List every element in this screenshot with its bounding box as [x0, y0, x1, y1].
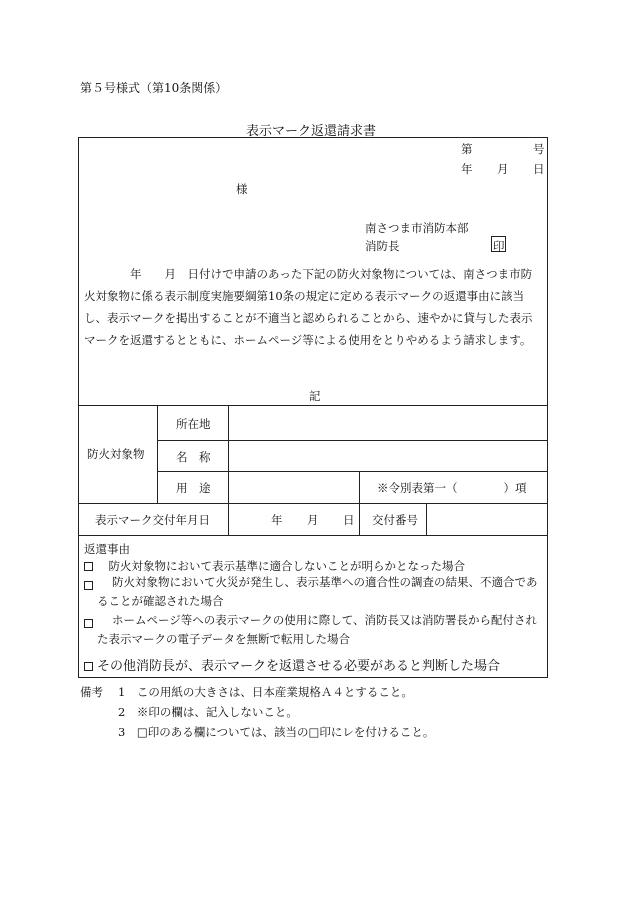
issue-number-label: 交付番号	[372, 513, 418, 527]
note-text: □印のある欄については、該当の□印にレを付けること。	[136, 725, 435, 739]
note-item	[118, 684, 413, 700]
body-date-year: 年	[130, 267, 142, 281]
number-suffix: 号	[533, 142, 545, 156]
row-rule-name	[157, 471, 548, 472]
row-rule-location	[157, 440, 548, 441]
issuer-org: 南さつま市消防本部	[365, 221, 469, 235]
notes-label: 備考	[80, 685, 103, 699]
col-rule-issue-no	[426, 503, 427, 535]
note-item	[118, 724, 434, 740]
number-prefix: 第	[461, 142, 473, 156]
col-rule-label	[228, 405, 229, 535]
seal-mark: 印	[493, 239, 505, 253]
request-paragraph	[84, 263, 542, 351]
header-date-month: 月	[497, 162, 509, 176]
reasons-heading: 返還事由	[84, 542, 130, 556]
table-top-rule	[78, 405, 548, 406]
body-date-month: 月	[164, 267, 176, 281]
checkbox-icon[interactable]	[84, 562, 93, 571]
reason-text: その他消防長が、表示マークを返還させる必要があると判断した場合	[97, 659, 501, 674]
checkbox-icon[interactable]	[84, 619, 93, 628]
issue-date-label: 表示マーク交付年月日	[95, 513, 210, 527]
reason-item	[84, 558, 465, 574]
row-rule-issue	[78, 535, 548, 536]
issue-date-day: 日	[343, 513, 355, 527]
col-rule-mid	[359, 471, 360, 535]
reason-item	[84, 655, 500, 674]
issuer-title: 消防長	[365, 239, 400, 253]
checkbox-icon[interactable]	[84, 581, 93, 590]
group-label: 防火対象物	[87, 447, 145, 461]
reason-text: 防火対象物において表示基準に適合しないことが明らかとなった場合	[108, 559, 465, 573]
note-text: ※印の欄は、記入しないこと。	[136, 705, 298, 719]
document-title: 表示マーク返還請求書	[246, 124, 377, 139]
location-label: 所在地	[176, 417, 211, 431]
form-label: 第５号様式（第10条関係）	[80, 81, 228, 95]
row-rule-use	[78, 503, 548, 504]
issue-date-year: 年	[271, 513, 283, 527]
reason-text: ホームページ等への表示マークの使用に際して、消防長又は消防署長から配付された表示マークの電子データを無断で転用した場合	[97, 613, 538, 646]
ki-label: 記	[309, 389, 321, 403]
body-text: 日付けで申請のあった下記の防火対象物については、南さつま市防火対象物に係る表示制度実施要綱第10条の規定に定める表示マークの返還事由に該当し、表示マークを掲出することが不適当と認められることから、速やかに貸与した表示マークを返還するとともに、ホームページ等による使用をとりやめるよう請求します。	[84, 267, 533, 347]
note-item	[118, 704, 298, 720]
name-label: 名 称	[176, 450, 211, 464]
addressee-suffix: 様	[236, 182, 248, 196]
use-note: ※令別表第一（ ）項	[377, 481, 527, 495]
note-number: 3	[118, 725, 126, 739]
issue-date-month: 月	[307, 513, 319, 527]
reason-text: 防火対象物において火災が発生し、表示基準への適合性の調査の結果、不適合であることが確認された場合	[97, 575, 538, 608]
col-rule-group	[157, 405, 158, 503]
header-date-day: 日	[533, 162, 545, 176]
header-date-year: 年	[461, 162, 473, 176]
note-number: 1	[118, 685, 126, 699]
use-label: 用 途	[176, 481, 211, 495]
checkbox-icon[interactable]	[84, 662, 93, 671]
note-number: 2	[118, 705, 126, 719]
note-text: この用紙の大きさは、日本産業規格Ａ４とすること。	[136, 685, 413, 699]
